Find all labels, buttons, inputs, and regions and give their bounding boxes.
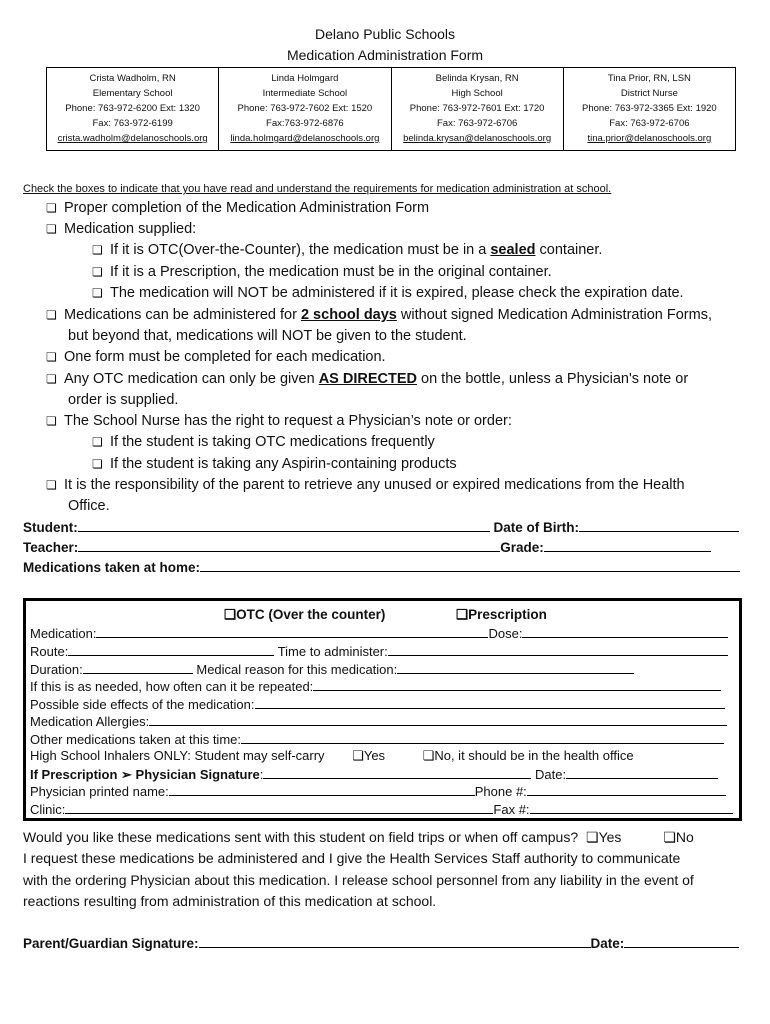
signature-date-field[interactable]	[624, 935, 739, 948]
contact-fax: Fax: 763-972-6706	[436, 118, 518, 129]
grade-label: Grade:	[500, 540, 544, 555]
requirement-subitem: ❏ The medication will NOT be administered if it is expired, please check the expiration date.	[92, 285, 684, 301]
dose-field[interactable]	[522, 625, 728, 638]
checkbox-icon[interactable]: ❏	[46, 414, 57, 428]
checkbox-icon[interactable]: ❏	[46, 308, 57, 322]
as-needed-field[interactable]	[313, 678, 721, 691]
nurse-contact-table	[46, 67, 736, 151]
checkbox-icon: ❏	[422, 748, 435, 763]
requirement-item: ❏ Medication supplied:	[46, 221, 197, 237]
contact-school: High School	[451, 88, 503, 99]
physician-phone-field[interactable]	[527, 783, 726, 796]
inhaler-no-option[interactable]: ❏No, it should be in the health office	[422, 748, 634, 763]
medication-field[interactable]	[96, 625, 488, 638]
consent-line: reactions resulting from administration of this medication at school.	[23, 893, 437, 909]
contact-phone: Phone: 763-972-6200 Ext: 1320	[65, 103, 200, 114]
contact-email[interactable]: crista.wadholm@delanoschools.org	[57, 133, 208, 144]
form-title: Medication Administration Form	[286, 47, 484, 63]
otc-option[interactable]: ❏OTC (Over the counter)	[224, 607, 386, 622]
contact-cell	[47, 68, 219, 151]
signature-date-label: Date:	[590, 936, 625, 951]
consent-line: I request these medications be administered and I give the Health Services Staff authority to communicate	[23, 850, 681, 866]
contact-email[interactable]: belinda.krysan@delanoschools.org	[403, 133, 552, 144]
contact-phone: Phone: 763-972-3365 Ext: 1920	[582, 103, 717, 114]
field-trip-no-option[interactable]: ❏No	[663, 829, 694, 845]
allergies-row: Medication Allergies:	[30, 713, 727, 729]
requirement-continuation: order is supplied.	[68, 392, 179, 408]
school-name: Delano Public Schools	[314, 26, 456, 42]
requirement-item: ❏ Any OTC medication can only be given AS DIRECTED on the bottle, unless a Physician's note or	[46, 371, 689, 387]
as-needed-row: If this is as needed, how often can it be repeated:	[30, 678, 721, 694]
consent-line: with the ordering Physician about this medication. I release school personnel from any liability in the event of	[23, 872, 694, 888]
physician-signature-field[interactable]	[263, 766, 531, 779]
checkbox-icon: ❏	[224, 607, 237, 622]
checkbox-icon[interactable]: ❏	[46, 372, 57, 386]
dob-label: Date of Birth:	[493, 520, 580, 535]
requirement-item: ❏ The School Nurse has the right to request a Physician’s note or order:	[46, 413, 512, 429]
contact-cell	[391, 68, 563, 151]
contact-name: Crista Wadholm, RN	[89, 73, 176, 84]
parent-signature-field[interactable]	[199, 935, 591, 948]
physician-name-row: Physician printed name: Phone #:	[30, 783, 726, 799]
requirement-subitem: ❏ If the student is taking OTC medications frequently	[92, 434, 435, 450]
field-trip-question: Would you like these medications sent with this student on field trips or when off campus?	[23, 829, 579, 845]
student-name-field[interactable]	[78, 519, 490, 532]
requirement-item: ❏ Medications can be administered for 2 school days without signed Medication Administration Forms,	[46, 307, 712, 323]
checkbox-icon: ❏	[586, 829, 599, 845]
checkbox-icon[interactable]: ❏	[92, 265, 103, 279]
contact-name: Belinda Krysan, RN	[435, 73, 519, 84]
inhaler-yes-option[interactable]: ❏Yes	[352, 748, 386, 763]
instructions-text: Check the boxes to indicate that you have read and understand the requirements for medication administration at school.	[23, 183, 612, 195]
requirement-continuation: but beyond that, medications will NOT be given to the student.	[68, 328, 467, 344]
teacher-row	[23, 539, 711, 555]
contact-fax: Fax: 763-972-6199	[92, 118, 173, 129]
requirement-item: ❏ It is the responsibility of the parent to retrieve any unused or expired medications from the Health	[46, 477, 685, 493]
other-meds-row: Other medications taken at this time:	[30, 731, 724, 747]
parent-signature-label: Parent/Guardian Signature:	[23, 936, 199, 951]
checkbox-icon[interactable]: ❏	[46, 222, 57, 236]
other-meds-field[interactable]	[241, 731, 724, 744]
route-row: Route: Time to administer:	[30, 643, 728, 659]
field-trip-yes-option[interactable]: ❏Yes	[586, 829, 622, 845]
contact-school: Intermediate School	[262, 88, 348, 99]
dob-field[interactable]	[579, 519, 739, 532]
allergies-field[interactable]	[149, 713, 727, 726]
route-field[interactable]	[68, 643, 274, 656]
reason-field[interactable]	[397, 661, 634, 674]
requirement-subitem: ❏ If it is OTC(Over-the-Counter), the medication must be in a sealed container.	[92, 242, 603, 258]
clinic-field[interactable]	[65, 801, 493, 814]
contact-fax: Fax: 763-972-6706	[609, 118, 690, 129]
checkbox-icon[interactable]: ❏	[46, 350, 57, 364]
contact-email[interactable]: linda.holmgard@delanoschools.org	[230, 133, 380, 144]
requirement-item: ❏ Proper completion of the Medication Administration Form	[46, 200, 430, 216]
checkbox-icon: ❏	[456, 607, 469, 622]
physician-date-field[interactable]	[566, 766, 718, 779]
field-trip-row	[23, 829, 694, 846]
checkbox-icon[interactable]: ❏	[92, 286, 103, 300]
side-effects-field[interactable]	[255, 696, 725, 709]
contact-cell	[219, 68, 391, 151]
duration-row: Duration: Medical reason for this medication:	[30, 661, 634, 677]
checkbox-icon: ❏	[352, 748, 364, 763]
contact-name: Tina Prior, RN, LSN	[607, 73, 691, 84]
teacher-label: Teacher:	[23, 540, 79, 555]
checkbox-icon[interactable]: ❏	[46, 201, 57, 215]
duration-field[interactable]	[83, 661, 193, 674]
checkbox-icon[interactable]: ❏	[92, 243, 103, 257]
inhaler-row: High School Inhalers ONLY: Student may self-carry ❏Yes ❏No, it should be in the health office	[30, 748, 634, 763]
home-meds-row	[23, 559, 740, 575]
time-field[interactable]	[388, 643, 728, 656]
requirement-subitem: ❏ If it is a Prescription, the medication must be in the original container.	[92, 264, 552, 280]
medication-row: Medication: Dose:	[30, 625, 728, 641]
contact-phone: Phone: 763-972-7602 Ext: 1520	[237, 103, 373, 114]
contact-name: Linda Holmgard	[271, 73, 339, 84]
contact-phone: Phone: 763-972-7601 Ext: 1720	[409, 103, 545, 114]
student-label: Student:	[23, 520, 78, 535]
home-meds-label: Medications taken at home:	[23, 560, 201, 575]
contact-school: District Nurse	[620, 88, 678, 99]
physician-signature-row: If Prescription ➢ Physician Signature: Date:	[30, 766, 718, 783]
student-row	[23, 519, 739, 535]
requirement-item: ❏ One form must be completed for each medication.	[46, 349, 386, 365]
contact-school: Elementary School	[92, 88, 173, 99]
requirement-continuation: Office.	[68, 498, 110, 514]
checkbox-icon[interactable]: ❏	[92, 435, 103, 449]
parent-signature-row	[23, 935, 739, 951]
checkbox-icon[interactable]: ❏	[46, 478, 57, 492]
grade-field[interactable]	[544, 539, 711, 552]
contact-email[interactable]: tina.prior@delanoschools.org	[587, 133, 712, 144]
clinic-row: Clinic: Fax #:	[30, 801, 733, 817]
home-meds-field[interactable]	[200, 559, 740, 572]
teacher-field[interactable]	[78, 539, 500, 552]
physician-name-field[interactable]	[169, 783, 475, 796]
checkbox-icon: ❏	[663, 829, 676, 845]
clinic-fax-field[interactable]	[530, 801, 733, 814]
prescription-option[interactable]: ❏Prescription	[456, 607, 547, 622]
requirement-subitem: ❏ If the student is taking any Aspirin-containing products	[92, 456, 457, 472]
contact-cell	[563, 68, 735, 151]
checkbox-icon[interactable]: ❏	[92, 457, 103, 471]
side-effects-row: Possible side effects of the medication:	[30, 696, 725, 712]
contact-fax: Fax:763-972-6876	[266, 118, 344, 129]
